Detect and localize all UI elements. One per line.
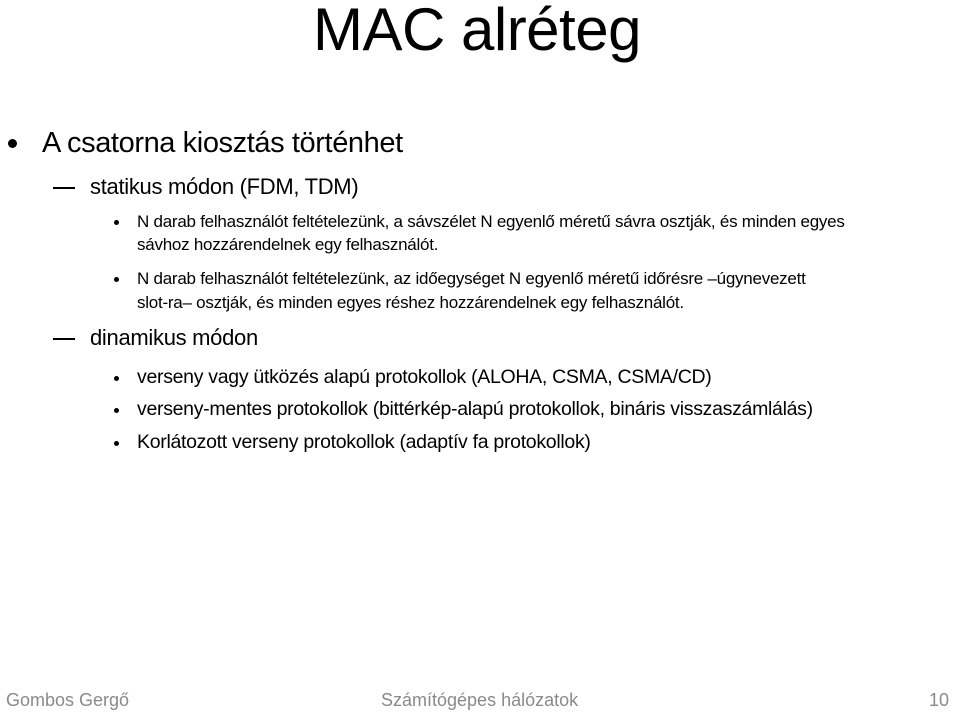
main-bullet-text: A csatorna kiosztás történhet	[42, 127, 403, 159]
small-bullet-icon	[114, 441, 119, 446]
static-item-1-line-2: sávhoz hozzárendelnek egy felhasználót.	[137, 235, 439, 254]
static-label: statikus módon (FDM, TDM)	[90, 174, 359, 199]
dynamic-item-3: Korlátozott verseny protokollok (adaptív fa protokollok)	[137, 431, 591, 453]
dynamic-item-2: verseny-mentes protokollok (bittérkép-alapú protokollok, bináris visszaszámlálás)	[137, 398, 813, 420]
footer-page-number: 10	[929, 690, 950, 710]
slide-title: MAC alréteg	[313, 0, 641, 63]
static-item-1-line-1: N darab felhasználót feltételezünk, a sávszélet N egyenlő méretű sávra osztják, és minden egyes	[137, 212, 845, 231]
dynamic-item-1: verseny vagy ütközés alapú protokollok (ALOHA, CSMA, CSMA/CD)	[137, 366, 712, 388]
footer-course: Számítógépes hálózatok	[381, 690, 579, 710]
small-bullet-icon	[114, 408, 119, 413]
small-bullet-icon	[114, 277, 119, 282]
footer-author: Gombos Gergő	[6, 690, 130, 710]
dash-icon	[53, 338, 75, 340]
static-item-2-line-1: N darab felhasználót feltételezünk, az időegységet N egyenlő méretű időrésre –úgynevezett	[137, 269, 806, 288]
dynamic-label: dinamikus módon	[90, 325, 258, 350]
static-item-2-line-2: slot-ra– osztják, és minden egyes réshez hozzárendelnek egy felhasználót.	[137, 293, 684, 312]
small-bullet-icon	[114, 220, 119, 225]
small-bullet-icon	[114, 376, 119, 381]
dash-icon	[53, 187, 75, 189]
bullet-dot-icon	[8, 139, 17, 148]
